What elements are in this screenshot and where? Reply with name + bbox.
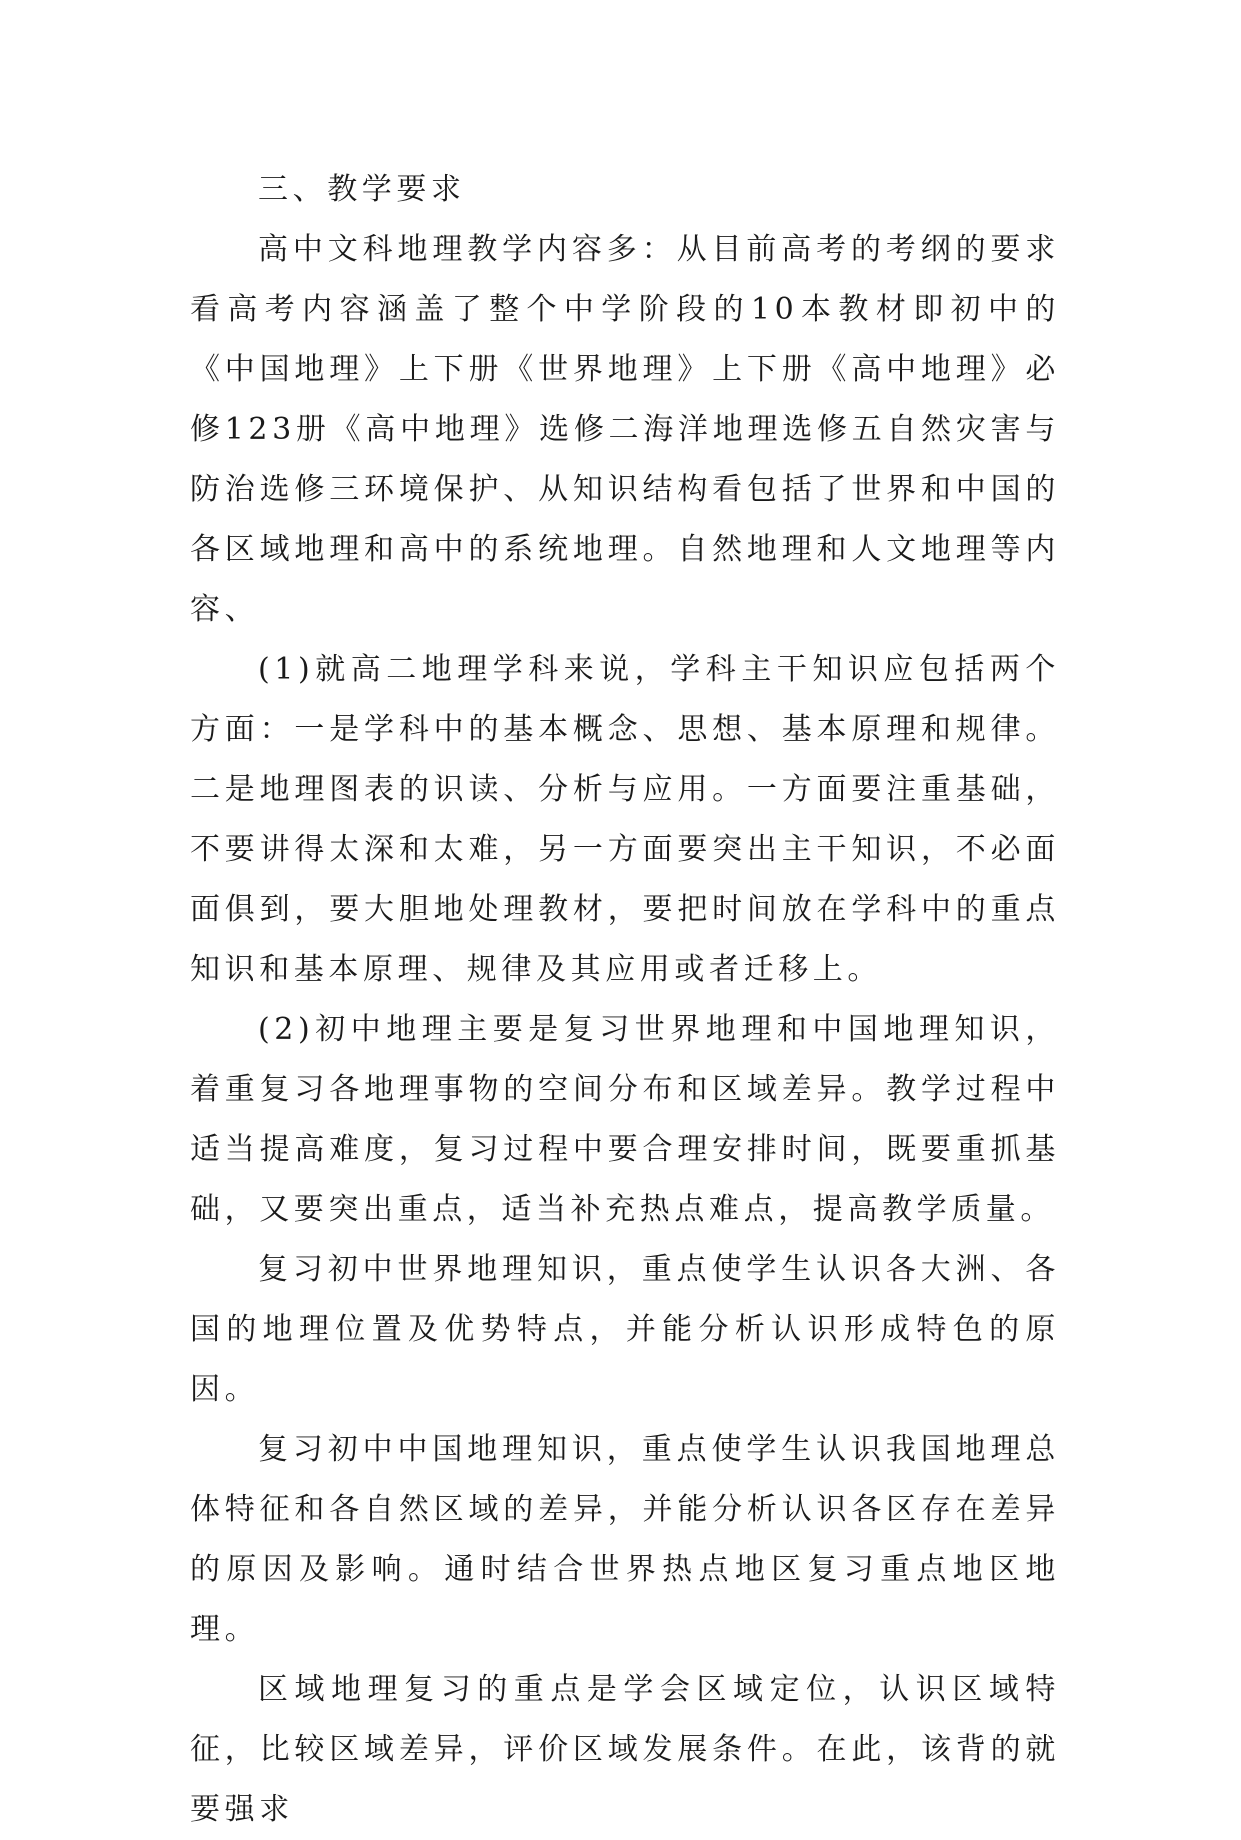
document-body [190,160,1060,1840]
section-heading: 三、教学要求 [258,172,466,207]
paragraph-3: (2)初中地理主要是复习世界地理和中国地理知识，着重复习各地理事物的空间分布和区域差异。教学过程中适当提高难度，复习过程中要合理安排时间，既要重抓基础，又要突出重点，适当补充热点难点，提高教学质量。 [190,1012,1060,1227]
paragraph-6: 区域地理复习的重点是学会区域定位，认识区域特征，比较区域差异，评价区域发展条件。在此，该背的就要强求 [190,1672,1060,1827]
paragraph-4: 复习初中世界地理知识，重点使学生认识各大洲、各国的地理位置及优势特点，并能分析认识形成特色的原因。 [190,1252,1060,1407]
paragraph-2: (1)就高二地理学科来说，学科主干知识应包括两个方面：一是学科中的基本概念、思想、基本原理和规律。二是地理图表的识读、分析与应用。一方面要注重基础，不要讲得太深和太难，另一方面要突出主干知识，不必面面俱到，要大胆地处理教材，要把时间放在学科中的重点知识和基本原理、规律及其应用或者迁移上。 [190,652,1060,987]
paragraph-1: 高中文科地理教学内容多：从目前高考的考纲的要求看高考内容涵盖了整个中学阶段的10本教材即初中的《中国地理》上下册《世界地理》上下册《高中地理》必修123册《高中地理》选修二海洋地理选修五自然灾害与防治选修三环境保护、从知识结构看包括了世界和中国的各区域地理和高中的系统地理。自然地理和人文地理等内容、 [190,232,1060,627]
paragraph-5: 复习初中中国地理知识，重点使学生认识我国地理总体特征和各自然区域的差异，并能分析认识各区存在差异的原因及影响。通时结合世界热点地区复习重点地区地理。 [190,1432,1060,1647]
